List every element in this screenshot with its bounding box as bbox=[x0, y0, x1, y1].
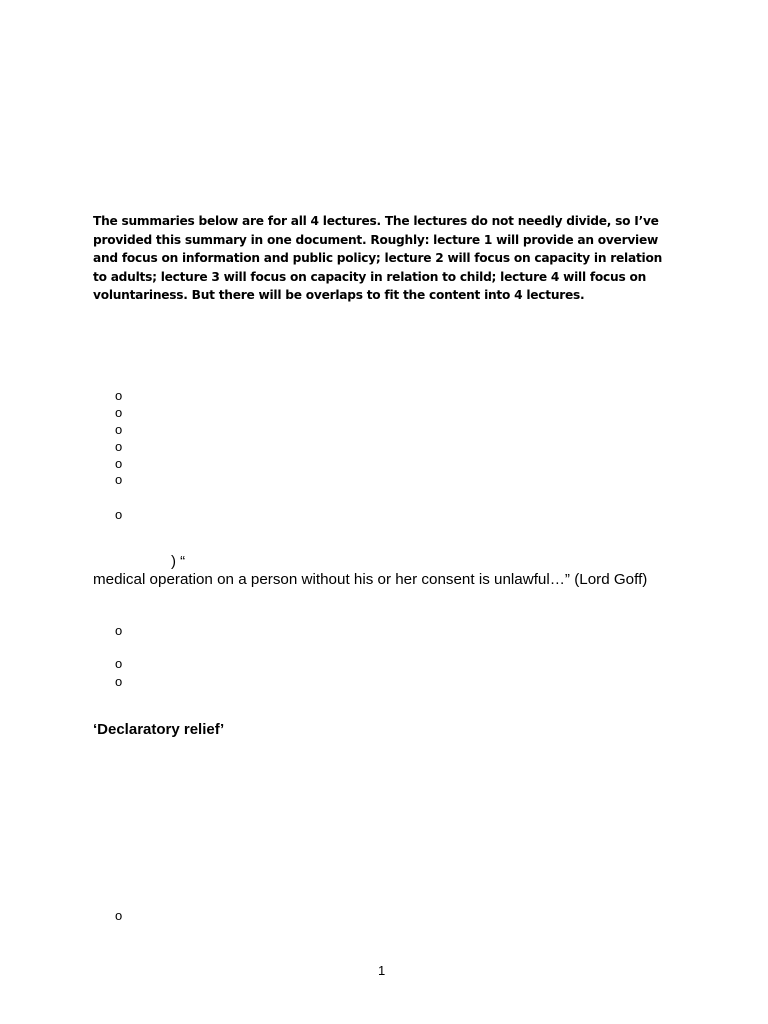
section-heading: ‘Declaratory relief’ bbox=[93, 721, 225, 738]
quote-opening: ) “ bbox=[171, 553, 186, 570]
page-number: 1 bbox=[378, 963, 386, 978]
bullet-marker: o bbox=[115, 456, 123, 471]
bullet-marker: o bbox=[115, 656, 123, 671]
bullet-marker: o bbox=[115, 507, 123, 522]
bullet-marker: o bbox=[115, 405, 123, 420]
bullet-marker: o bbox=[115, 388, 123, 403]
intro-paragraph: The summaries below are for all 4 lectures. The lectures do not needly divide, so I’ve provided this summary in one document. Roughly: lecture 1 will provide an overview and focus on information and public policy; lecture 2 will focus on capacity in relation to adults; lecture 3 will focus on capacity in relation to child; lecture 4 will focus on voluntariness. But there will be overlaps to fit the content into 4 lectures. bbox=[93, 214, 662, 303]
bullet-marker: o bbox=[115, 439, 123, 454]
bullet-marker: o bbox=[115, 674, 123, 689]
bullet-marker: o bbox=[115, 908, 123, 923]
bullet-marker: o bbox=[115, 422, 123, 437]
bullet-marker: o bbox=[115, 623, 123, 638]
bullet-marker: o bbox=[115, 472, 123, 487]
quote-text: medical operation on a person without his or her consent is unlawful…” (Lord Goff) bbox=[93, 571, 648, 588]
